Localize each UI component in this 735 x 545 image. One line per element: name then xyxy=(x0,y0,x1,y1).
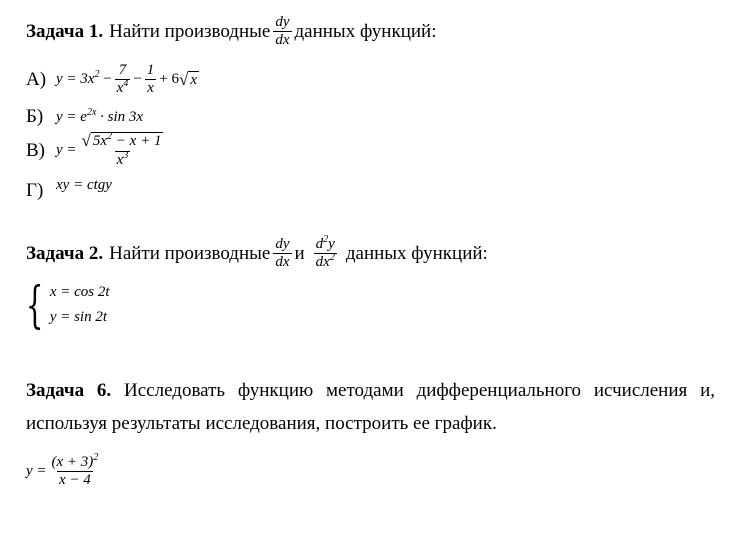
task6-paragraph xyxy=(26,374,715,440)
task2-text-after: данных функций: xyxy=(345,242,488,264)
task1-item-b xyxy=(26,106,143,128)
task2-title: Задача 2. xyxy=(26,242,104,264)
task2-second-derivative: $\frac{d^2y}{dx^2}$ xyxy=(315,234,335,270)
task6-text: Исследовать функцию методами дифференциального исчисления и, используя результаты исследования, построить ее график. xyxy=(26,380,715,434)
task6-formula xyxy=(26,454,103,489)
task2-conj: и xyxy=(294,242,305,264)
task1-derivative-fraction: $\frac{dy}{dx}$ xyxy=(275,14,290,48)
formula-a: $y = 3x^2$ − xyxy=(56,69,112,87)
task1-text-before: Найти производные xyxy=(109,20,271,42)
task1-item-d xyxy=(26,176,112,202)
task2-system xyxy=(26,276,110,334)
item-letter: Б) xyxy=(26,106,44,127)
task1-item-a: А) $y = 3x^2$ − $\frac{7}{x^4}$ − $\frac{1}{x}$ + 6 √ x xyxy=(26,62,198,96)
formula-a-sqrt: √ x xyxy=(179,69,198,89)
task6-formula-lhs: y = xyxy=(26,463,47,479)
system-x-equation: x = cos 2t xyxy=(49,284,110,300)
task2-first-derivative: $\frac{dy}{dx}$ xyxy=(275,236,290,270)
formula-c-lhs: y = xyxy=(56,142,77,158)
formula-d: xy = ctgy xyxy=(56,176,112,193)
task2-header xyxy=(26,236,488,271)
task1-title: Задача 1. xyxy=(26,20,104,42)
item-letter: В) xyxy=(26,139,45,161)
system-y-equation: y = sin 2t xyxy=(49,309,108,325)
task1-header xyxy=(26,14,436,49)
task1-item-c xyxy=(26,132,168,169)
formula-a-fraction-2: $\frac{1}{x}$ xyxy=(146,62,155,96)
system-brace: { xyxy=(26,276,44,334)
formula-b: $y = e^{2x} \cdot \sin 3x$ xyxy=(56,106,144,125)
task6-title: Задача 6. xyxy=(26,380,112,401)
item-letter: А) xyxy=(26,68,47,90)
item-letter: Г) xyxy=(26,180,44,201)
task2-text-before: Найти производные xyxy=(109,242,271,264)
formula-c-fraction: √ $5x^2 - x + 1$ $x^3$ xyxy=(81,131,162,168)
task6-fraction: $\frac{(x + 3)^2}{x - 4}$ xyxy=(51,452,99,488)
task1-text-after: данных функций: xyxy=(294,20,437,42)
formula-a-fraction-1: $\frac{7}{x^4}$ xyxy=(116,62,129,96)
